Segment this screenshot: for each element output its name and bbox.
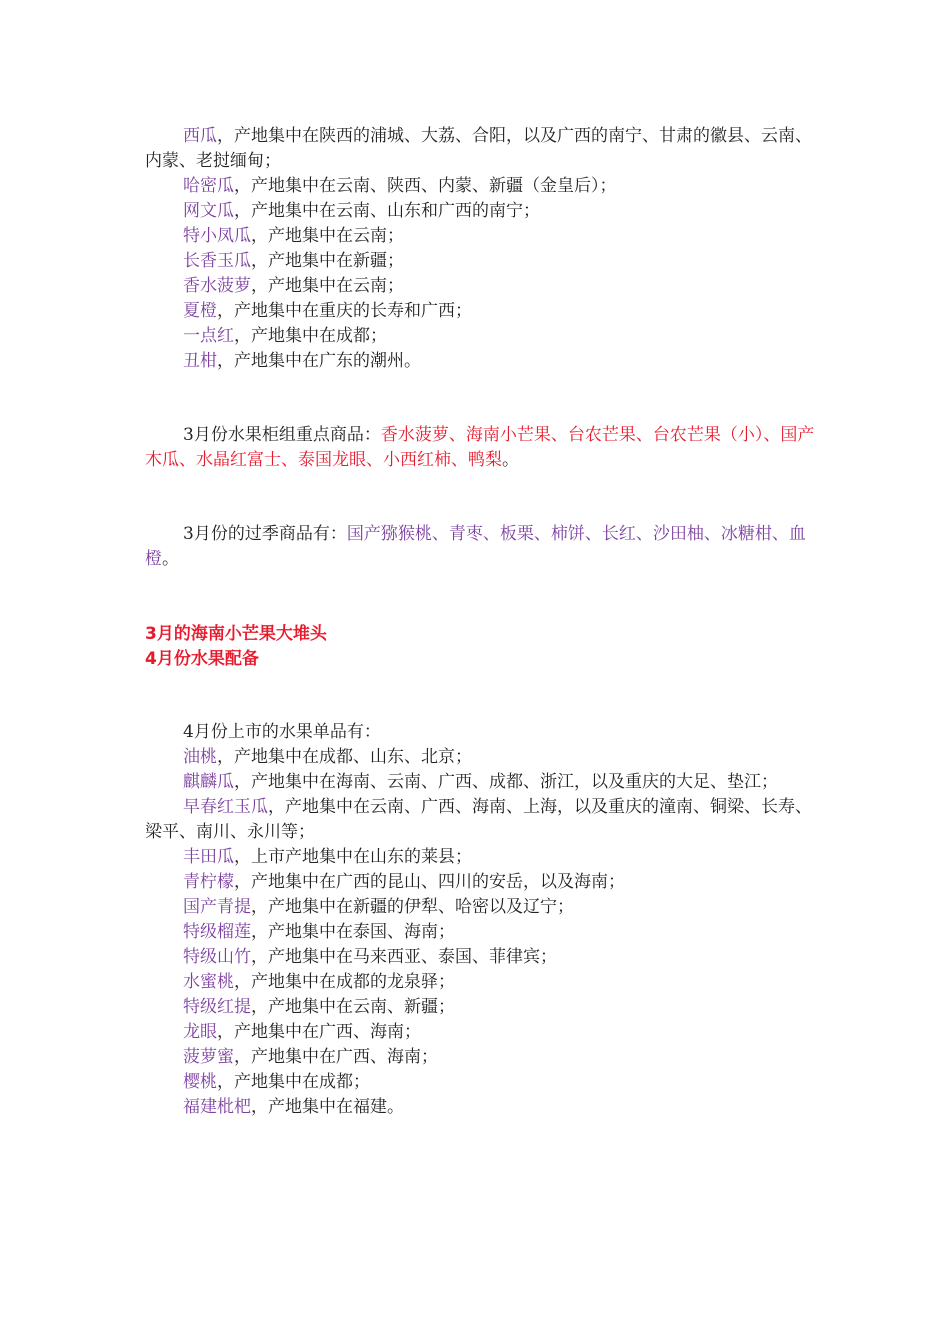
fruit-name: 网文瓜 — [183, 201, 234, 221]
fruit-name: 麒麟瓜 — [183, 772, 234, 792]
list-item — [145, 770, 825, 795]
fruit-name: 国产青提 — [183, 897, 251, 917]
list-item — [145, 349, 825, 374]
fruit-name: 青柠檬 — [183, 872, 234, 892]
list-item — [145, 870, 825, 895]
list-item — [145, 970, 825, 995]
key-products-items: 香水菠萝、海南小芒果、台农芒果、台农芒果（小）、国产木瓜、水晶红富士、泰国龙眼、小西红柿、鸭梨 — [145, 425, 815, 470]
fruit-origin: ，产地集中在广东的潮州。 — [217, 351, 421, 371]
fruit-origin: ，产地集中在广西、海南； — [217, 1022, 421, 1042]
list-item — [145, 199, 825, 224]
fruit-name: 油桃 — [183, 747, 217, 767]
fruit-name: 香水菠萝 — [183, 276, 251, 296]
fruit-name: 福建枇杷 — [183, 1097, 251, 1117]
list-item — [145, 945, 825, 970]
fruit-name: 早春红玉瓜 — [183, 797, 268, 817]
fruit-origin: ，上市产地集中在山东的莱县； — [234, 847, 472, 867]
list-item — [145, 299, 825, 324]
fruit-name: 丰田瓜 — [183, 847, 234, 867]
out-of-season-paragraph — [145, 522, 825, 572]
april-fruit-heading: 4月份水果配备 — [145, 649, 259, 669]
key-products-paragraph — [145, 423, 825, 473]
fruit-origin: ，产地集中在海南、云南、广西、成都、浙江，以及重庆的大足、垫江； — [234, 772, 778, 792]
out-of-season-end: 。 — [162, 549, 179, 569]
list-item — [145, 1070, 825, 1095]
fruit-name: 樱桃 — [183, 1072, 217, 1092]
fruit-name: 丑柑 — [183, 351, 217, 371]
fruit-name: 一点红 — [183, 326, 234, 346]
list-item — [145, 895, 825, 920]
fruit-origin: ，产地集中在云南、广西、海南、上海，以及重庆的潼南、铜梁、长寿、梁平、南川、永川等； — [145, 797, 812, 842]
out-of-season-lead: 3月份的过季商品有： — [183, 524, 347, 544]
fruit-origin: ，产地集中在云南； — [251, 276, 404, 296]
fruit-name: 哈密瓜 — [183, 176, 234, 196]
list-item — [145, 1095, 825, 1120]
key-products-end: 。 — [502, 450, 519, 470]
list-item — [145, 920, 825, 945]
list-item — [145, 1020, 825, 1045]
fruit-origin: ，产地集中在云南、山东和广西的南宁； — [234, 201, 540, 221]
list-item — [145, 174, 825, 199]
list-item — [145, 1045, 825, 1070]
fruit-origin: ，产地集中在成都、山东、北京； — [217, 747, 472, 767]
section-headings — [145, 622, 825, 672]
fruit-origin: ，产地集中在新疆的伊犁、哈密以及辽宁； — [251, 897, 574, 917]
fruit-origin: ，产地集中在重庆的长寿和广西； — [217, 301, 472, 321]
fruit-name: 长香玉瓜 — [183, 251, 251, 271]
march-fruit-list — [145, 124, 825, 374]
list-item — [145, 224, 825, 249]
fruit-origin: ，产地集中在新疆； — [251, 251, 404, 271]
list-item — [145, 124, 825, 174]
fruit-origin: ，产地集中在泰国、海南； — [251, 922, 455, 942]
fruit-name: 菠萝蜜 — [183, 1047, 234, 1067]
fruit-origin: ，产地集中在广西的昆山、四川的安岳，以及海南； — [234, 872, 625, 892]
list-item — [145, 745, 825, 770]
march-mango-heading: 3月的海南小芒果大堆头 — [145, 624, 327, 644]
fruit-origin: ，产地集中在成都的龙泉驿； — [234, 972, 455, 992]
list-item — [145, 995, 825, 1020]
key-products-lead: 3月份水果柜组重点商品： — [183, 425, 381, 445]
fruit-name: 夏橙 — [183, 301, 217, 321]
fruit-name: 水蜜桃 — [183, 972, 234, 992]
april-intro: 4月份上市的水果单品有： — [183, 722, 381, 742]
fruit-name: 特小凤瓜 — [183, 226, 251, 246]
list-item — [145, 795, 825, 845]
fruit-origin: ，产地集中在陕西的浦城、大荔、合阳，以及广西的南宁、甘肃的徽县、云南、内蒙、老挝缅甸； — [145, 126, 812, 171]
fruit-origin: ，产地集中在云南、新疆； — [251, 997, 455, 1017]
list-item — [145, 274, 825, 299]
list-item — [145, 845, 825, 870]
fruit-name: 特级榴莲 — [183, 922, 251, 942]
fruit-origin: ，产地集中在成都； — [217, 1072, 370, 1092]
fruit-origin: ，产地集中在广西、海南； — [234, 1047, 438, 1067]
fruit-name: 西瓜 — [183, 126, 217, 146]
fruit-name: 龙眼 — [183, 1022, 217, 1042]
fruit-origin: ，产地集中在马来西亚、泰国、菲律宾； — [251, 947, 557, 967]
fruit-name: 特级红提 — [183, 997, 251, 1017]
april-fruit-list — [145, 720, 825, 1120]
fruit-origin: ，产地集中在云南； — [251, 226, 404, 246]
fruit-origin: ，产地集中在成都； — [234, 326, 387, 346]
fruit-name: 特级山竹 — [183, 947, 251, 967]
list-item — [145, 324, 825, 349]
out-of-season-items: 国产猕猴桃、青枣、板栗、柿饼、长红、沙田柚、冰糖柑、血橙 — [145, 524, 806, 569]
list-item — [145, 249, 825, 274]
fruit-origin: ，产地集中在云南、陕西、内蒙、新疆（金皇后）； — [234, 176, 617, 196]
fruit-origin: ，产地集中在福建。 — [251, 1097, 404, 1117]
